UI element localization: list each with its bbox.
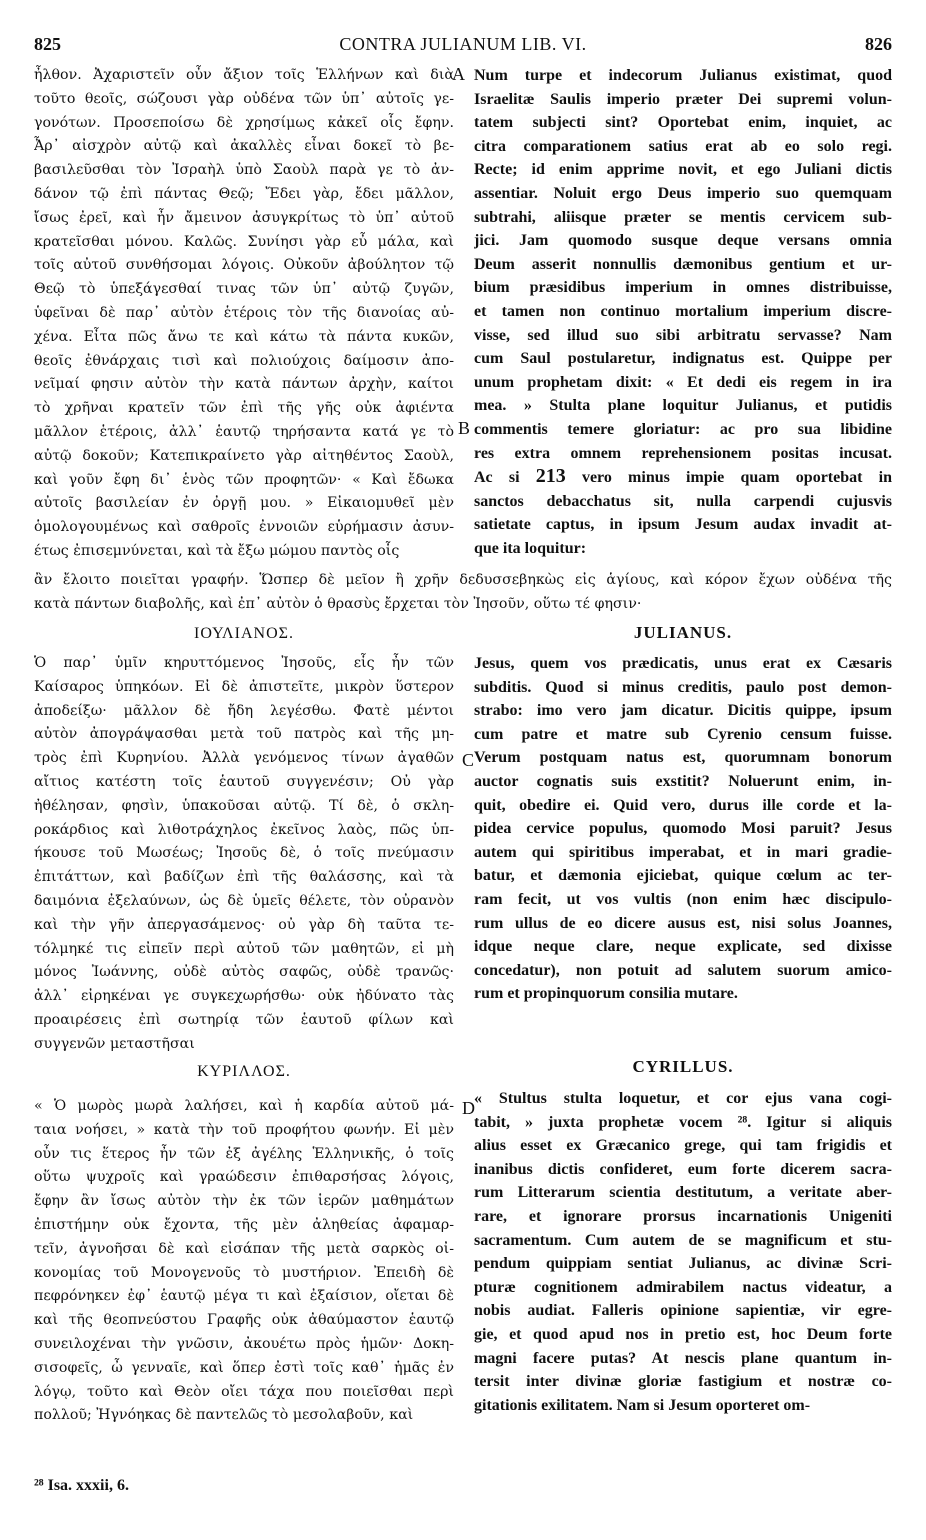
latin-text-fragment: Ac si bbox=[474, 469, 520, 487]
greek-text-line: τοῖς αὐτοῦ συνθήσομαι λόγοις. Οὐκοῦν ἀβούλητον τῷ bbox=[34, 257, 454, 274]
greek-text-line: καὶ γοῦν ἔφη δι᾽ ἑνὸς τῶν προφητῶν· « Καὶ ἔδωκα bbox=[34, 471, 454, 488]
greek-text-line: Θεῷ τὸ ὑπεξάγεσθαί τινας τῶν ὑπ᾽ αὐτῷ ζυγῶν, bbox=[34, 281, 454, 298]
greek-text-line: προαιρέσεις ἐπὶ σωτηρίᾳ τῶν ἑαυτοῦ φίλων καὶ bbox=[34, 1011, 454, 1028]
margin-marker-d: D bbox=[462, 1098, 475, 1118]
greek-text-line: ἀλλ᾽ εἰρηκέναι γε συγκεχωρήσθω· οὐκ ἠδύνατο τὰς bbox=[34, 988, 454, 1005]
greek-text-line: κονομίας τοῦ Μονογενοῦς τὸ μυστήριον. Ἐπειδὴ δὲ bbox=[34, 1264, 454, 1281]
latin-text-line bbox=[474, 465, 892, 490]
greek-text-line: αὐτὸν ἀπογράψασθαι μετὰ τοῦ πατρὸς καὶ τῆς μη- bbox=[34, 726, 454, 743]
latin-text-line: satietate captus, in ipsum Jesum audax invadit at- bbox=[474, 516, 892, 534]
greek-full-width-lines bbox=[34, 569, 892, 617]
latin-text-line: magni facere putas? At nescis plane quantum in- bbox=[474, 1349, 892, 1367]
latin-text-line: pturæ cognitionem admirabilem nactus videatur, a bbox=[474, 1278, 892, 1296]
greek-text-line: καὶ τῆς θεοπνεύστου Γραφῆς οὐκ ἀθαύμαστον ἑαυτῷ bbox=[34, 1312, 454, 1329]
latin-text-line: res extra omnem reprehensionem positas incusat. bbox=[474, 444, 892, 462]
latin-column-middle bbox=[474, 652, 892, 1006]
latin-text-line: rum ullus de eo dicere ausus est, nisi solus Joannes, bbox=[474, 914, 892, 932]
greek-text-line: ἂν ἔλοιτο ποιεῖται γραφήν. Ὥσπερ δὲ μεῖον ἢ χρῆν δεδυσσεβηκὼς εἰς ἁγίους, καὶ κόρον ἔχων οὐδένα τῆς bbox=[34, 572, 892, 588]
latin-text-line: bium præsidibus imperium in omnes distribuisse, bbox=[474, 279, 892, 297]
latin-text-line: jici. Jam quomodo susque deque versans omnia bbox=[474, 232, 892, 250]
greek-text-line: Ὁ παρ᾽ ὑμῖν κηρυττόμενος Ἰησοῦς, εἷς ἦν τῶν bbox=[34, 655, 454, 671]
heading-cyrillus-latin: CYRILLUS. bbox=[632, 1057, 734, 1076]
latin-text-line: ram fecit, ut vos vultis (non enim hæc discipulo- bbox=[474, 890, 892, 908]
greek-text-line: ήκουσε τοῦ Μωσέως; Ἰησοῦς δὲ, ὁ τοῖς πνεύμασιν bbox=[34, 845, 454, 862]
latin-text-line: que ita loquitur: bbox=[474, 539, 587, 557]
latin-text-line: tersit inter divinæ gloriæ fastigium et nostræ co- bbox=[474, 1373, 892, 1391]
greek-text-line: Καίσαρος ὑπηκόων. Εἰ δὲ ἀπιστεῖτε, μικρὸν ὕστερον bbox=[34, 678, 454, 695]
greek-text-line: τεῖν, ἀγνοῆσαι δὲ καὶ εἰσάπαν τῆς μετὰ σαρκὸς οἰ- bbox=[34, 1240, 454, 1257]
latin-text-line: nobis audiat. Falleris opinione sapientiæ, vir egre- bbox=[474, 1302, 892, 1320]
heading-iulianos-greek: ΙΟΥΛΙΑΝΟΣ. bbox=[194, 625, 294, 642]
greek-text-line: κρατεῖσθαι μόνου. Καλῶς. Συνίησι γὰρ εὖ μάλα, καὶ bbox=[34, 233, 454, 250]
greek-text-line: μᾶλλον ἑτέροις, ἀλλ᾽ ἑαυτῷ τηρήσαντα κατά γε τὸ bbox=[34, 423, 454, 440]
latin-text-line: cum patre et matre sub Cyrenio censum fuisse. bbox=[474, 725, 892, 743]
greek-text-line: ροκάρδιος καὶ λιθοτράχηλος ἐκεῖνος λαὸς, πῶς ὑπ- bbox=[34, 821, 454, 838]
greek-text-line: ἐπιτάττων, καὶ βαδίζων ἐπὶ τῆς θαλάσσης, καὶ τὰ bbox=[34, 869, 454, 886]
latin-text-line: assentiar. Noluit ergo Deus imperio suo quemquam bbox=[474, 184, 892, 202]
greek-text-line: Ἆρ᾽ αἰσχρὸν αὐτῷ καὶ ἀκαλλὲς εἶναι δοκεῖ τὸ βε- bbox=[34, 138, 454, 155]
greek-text-line: χένα. Εἶτα πῶς ἄνω τε καὶ κάτω τὰ πάντα κυκῶν, bbox=[34, 328, 454, 345]
latin-text-line: alius esset ex Græcanico grege, qui tam frigidis et bbox=[474, 1137, 892, 1155]
greek-text-line: συνειλοχέναι τὴν γνῶσιν, ἀκουέτω πρὸς ἡμῶν· Δοκη- bbox=[34, 1335, 454, 1352]
greek-text-line: οὖν τις ἕτερος ἦν τῶν ἐξ ἀγέλης Ἑλληνικῆς, ὁ τοῖς bbox=[34, 1145, 454, 1162]
latin-text-line: tatem subjecti sint? Oportebat enim, inquiet, ac bbox=[474, 114, 892, 132]
greek-text-line: νεῖμαί φησιν αὐτὸν τὴν κατὰ πάντων ἀρχὴν, καίτοι bbox=[34, 376, 454, 393]
greek-text-line: αἴτιος κατέστη τοῖς ἑαυτοῦ συγγενέσιν; Οὐ γὰρ bbox=[34, 773, 454, 790]
latin-text-line: Israelitæ Saulis imperio præter Dei supremi volun- bbox=[474, 90, 892, 108]
latin-text-line: unum prophetam dixit: « Et dedi eis regem in ira bbox=[474, 373, 892, 391]
latin-text-line: Recte; id enim apprime novit, et ego Juliani dictis bbox=[474, 161, 892, 179]
heading-julianus-latin: JULIANUS. bbox=[633, 623, 733, 642]
latin-text-line: mea. » Stulta plane loquitur Julianus, et putidis bbox=[474, 397, 892, 415]
latin-text-line: commentis temere gloriatur: ac pro sua libidine bbox=[474, 420, 892, 438]
latin-text-line: tabit, » juxta prophetæ vocem ²⁸. Igitur si aliquis bbox=[474, 1113, 892, 1131]
greek-text-line: τοῦτο θεοῖς, σώζουσι γὰρ οὐδένα τῶν ὑπ᾽ αὐτοῖς γε- bbox=[34, 90, 454, 107]
greek-text-line: αὐτῷ δοκοῦν; Κατεπικραίνετο γὰρ αἰτηθέντος Σαοὺλ, bbox=[34, 447, 454, 464]
latin-text-line: batur, et dæmonia ejiciebat, quique cœlum ac ter- bbox=[474, 867, 892, 885]
greek-text-line: ἠθέλησαν, φησὶν, ὑπακοῦσαι αὐτῷ. Τί δὲ, ὁ σκλη- bbox=[34, 797, 454, 814]
heading-kyrillos-greek: ΚΥΡΙΛΛΟΣ. bbox=[197, 1063, 291, 1080]
latin-column-top bbox=[474, 64, 892, 560]
latin-text-line: citra comparationem satius erat ab eo solo regi. bbox=[474, 137, 892, 155]
footnote: ²⁸ Isa. xxxii, 6. bbox=[34, 1477, 129, 1494]
greek-text-line: δαιμόνια ἐξελαύνων, ὡς δὲ ὑμεῖς θέλετε, τὸν οὐρανὸν bbox=[34, 892, 454, 909]
latin-text-line: sacramentum. Cum autem de se magnificum et stu- bbox=[474, 1231, 892, 1249]
greek-text-line: θεοῖς ἐθνάρχαις τισὶ καὶ πολιούχοις δαίμοσιν ἀπο- bbox=[34, 352, 454, 369]
latin-text-line: subtrahi, aliisque præter se mentis cervicem sub- bbox=[474, 208, 892, 226]
latin-text-line: strabo: imo vero jam dicatur. Dicitis quippe, ipsum bbox=[474, 702, 892, 720]
margin-marker-b: B bbox=[458, 418, 471, 438]
latin-text-line: rum et propinquorum consilia mutare. bbox=[474, 985, 738, 1003]
latin-text-line: pidea cervice populus, quomodo Mosi paruit? Jesus bbox=[474, 820, 892, 838]
greek-text-line: κατὰ πάντων διαβολῆς, καὶ ἐπ᾽ αὐτὸν ὁ θρασὺς ἔρχεται τὸν Ἰησοῦν, οὕτω τέ φησιν· bbox=[34, 595, 642, 612]
page-number-right: 826 bbox=[865, 34, 892, 54]
latin-text-fragment: vero minus impie quam oportebat in bbox=[581, 469, 892, 487]
margin-marker-c: C bbox=[462, 750, 475, 770]
greek-text-line: τόλμηκέ τις εἰπεῖν περὶ αὐτοῦ τῶν μαθητῶν, εἰ μὴ bbox=[34, 940, 454, 957]
greek-text-line: τὸ χρῆναι κρατεῖν τῶν ἐπὶ τῆς γῆς οὐκ ἀφιέντα bbox=[34, 400, 454, 417]
latin-text-line: sanctos debacchatus sit, nulla carpendi cujusvis bbox=[474, 492, 892, 510]
greek-text-line: ἴσως ἐρεῖ, καὶ ἦν ἄμεινον ἀσυγκρίτως τὸ ὑπ᾽ αὐτοῦ bbox=[34, 209, 454, 226]
latin-text-line: rum Litterarum scientia destitutum, a veritate aber- bbox=[474, 1184, 892, 1202]
greek-text-line: ἀποδείξω· μᾶλλον δὲ ἤδη λεγέσθω. Φατὲ μέντοι bbox=[34, 702, 454, 719]
column-number: 213 bbox=[535, 465, 566, 488]
latin-text-line: subditis. Quod si minus creditis, paulo post demon- bbox=[474, 678, 892, 696]
greek-text-line: λόγῳ, τοῦτο καὶ Θεὸν οἴει τάχα που ποιεῖσθαι περὶ bbox=[34, 1383, 454, 1400]
greek-text-line: ταια νοήσει, » κατὰ τὴν τοῦ προφήτου φωνήν. Εἰ μὲν bbox=[34, 1121, 454, 1138]
greek-text-line: δάνον τῷ ἐπὶ πάντας Θεῷ; Ἔδει γὰρ, ἔδει μᾶλλον, bbox=[34, 185, 454, 202]
latin-text-line: pendum quippiam sentiat Julianus, ac divinæ Scri- bbox=[474, 1255, 892, 1273]
running-title: CONTRA JULIANUM LIB. VI. bbox=[339, 34, 587, 54]
latin-text-line: gie, et quod apud nos in pretio est, hoc Deum forte bbox=[474, 1325, 892, 1343]
latin-text-line: idque neque clare, neque explicate, sed dixisse bbox=[474, 938, 892, 956]
latin-text-line: rare, et ignorare prorsus incarnationis Unigeniti bbox=[474, 1207, 892, 1225]
greek-text-line: σισοφεῖς, ὦ γενναῖε, καὶ ὅπερ ἐστὶ τοῖς καθ᾽ ἡμᾶς ἐν bbox=[34, 1359, 454, 1376]
latin-text-line: inanibus dictis confideret, eum forte dicerem sacra- bbox=[474, 1160, 892, 1178]
latin-text-line: Num turpe et indecorum Julianus existimat, quod bbox=[474, 67, 892, 84]
latin-text-line: Jesus, quem vos prædicatis, unus erat ex Cæsaris bbox=[474, 655, 892, 672]
greek-text-line: έτως ἐπισεμνύνεται, καὶ τὰ ἔξω μώμου παντὸς οἷς bbox=[34, 542, 400, 559]
greek-text-line: μόνος Ἰωάννης, οὐδὲ αὐτὸς σαφῶς, οὐδὲ τρανῶς· bbox=[34, 964, 454, 981]
latin-text-line: Deum asserit nonnullis dæmonibus gentium et ur- bbox=[474, 255, 892, 273]
greek-column-bottom bbox=[34, 1095, 454, 1428]
greek-text-line: ἔφην ἂν ἴσως αὐτὸν τὴν ἐκ τῶν ἱερῶν μαθημάτων bbox=[34, 1193, 454, 1210]
latin-text-line: Verum postquam natus est, quorumnam bonorum bbox=[474, 749, 892, 767]
latin-text-line: auctor cognatis suis exstitit? Noluerunt enim, in- bbox=[474, 772, 892, 790]
greek-text-line: αὐτοῖς βασιλείαν ἐν ὀργῇ μου. » Εἰκαιομυθεῖ μὲν bbox=[34, 495, 454, 512]
greek-text-line: συγγενῶν μεταστῆσαι bbox=[34, 1035, 195, 1052]
latin-text-line: visse, sed illud suo sibi arbitratu servasse? Nam bbox=[474, 326, 892, 344]
greek-text-line: γονότων. Προσεποίσω δὲ χρησίμως κἀκεῖ οἷς ἔφην. bbox=[34, 114, 454, 131]
greek-text-line: καὶ τὴν γῆν ἀπεργασάμενος· οὐ γὰρ δὴ ταῦτα τε- bbox=[34, 916, 454, 933]
greek-text-line: ἦλθον. Ἀχαριστεῖν οὖν ἄξιον τοῖς Ἑλλήνων καὶ διὰ bbox=[34, 67, 454, 83]
latin-text-line: concedatur), non potuit ad salutem suorum amico- bbox=[474, 961, 892, 979]
latin-text-line: « Stultus stulta loquetur, et cor ejus vana cogi- bbox=[474, 1090, 892, 1107]
latin-text-line: quit, obedire ei. Quid vero, durus ille corde et la- bbox=[474, 796, 892, 814]
greek-column-top bbox=[34, 64, 454, 564]
greek-text-line: πολλοῦ; Ἠγνόηκας δὲ παντελῶς τὸ μεσολαβοῦν, καὶ bbox=[34, 1407, 414, 1424]
greek-text-line: ὑφεῖναι δὲ παρ᾽ αὐτὸν ἑτέροις τὸν τῆς διανοίας αὐ- bbox=[34, 304, 454, 321]
running-header bbox=[34, 34, 892, 56]
greek-text-line: βασιλεῦσθαι τὸν Ἰσραὴλ ὑπὸ Σαοὺλ παρὰ γε τὸ ἀν- bbox=[34, 162, 454, 179]
greek-text-line: « Ὁ μωρὸς μωρὰ λαλήσει, καὶ ἡ καρδία αὐτοῦ μά- bbox=[34, 1098, 454, 1114]
latin-text-line: autem qui spiritibus imperabat, et in mari gradie- bbox=[474, 843, 892, 861]
latin-column-bottom bbox=[474, 1087, 892, 1417]
greek-text-line: ὁμολογουμένως καὶ σαθροῖς ἐννοιῶν εὑρήμασιν ἀσυν- bbox=[34, 519, 454, 536]
greek-text-line: ἐπιστήμην οὐκ ἔχοντα, τῆς μὲν ἀληθείας ἀφαμαρ- bbox=[34, 1216, 454, 1233]
latin-text-line: gitationis exilitatem. Nam si Jesum oporteret om- bbox=[474, 1396, 811, 1414]
margin-marker-a: A bbox=[452, 64, 465, 84]
greek-text-line: πεφρόνηκεν ἐφ᾽ ἑαυτῷ μέγα τι καὶ ἐξαίσιον, οἴεται δὲ bbox=[34, 1288, 454, 1305]
greek-text-line: οὕτω ψυχροῖς καὶ γραώδεσιν ἐπιθαρσήσας λόγοις, bbox=[34, 1169, 454, 1186]
page-number-left: 825 bbox=[34, 34, 61, 54]
latin-text-line: cum Saul postularetur, indignatus est. Quippe per bbox=[474, 350, 892, 368]
latin-text-line: et tamen non continuo mortalium imperium discre- bbox=[474, 302, 892, 320]
greek-text-line: τρὸς ἐπὶ Κυρηνίου. Ἀλλὰ γενόμενος τίνων ἀγαθῶν bbox=[34, 750, 454, 767]
greek-column-middle bbox=[34, 652, 454, 1057]
